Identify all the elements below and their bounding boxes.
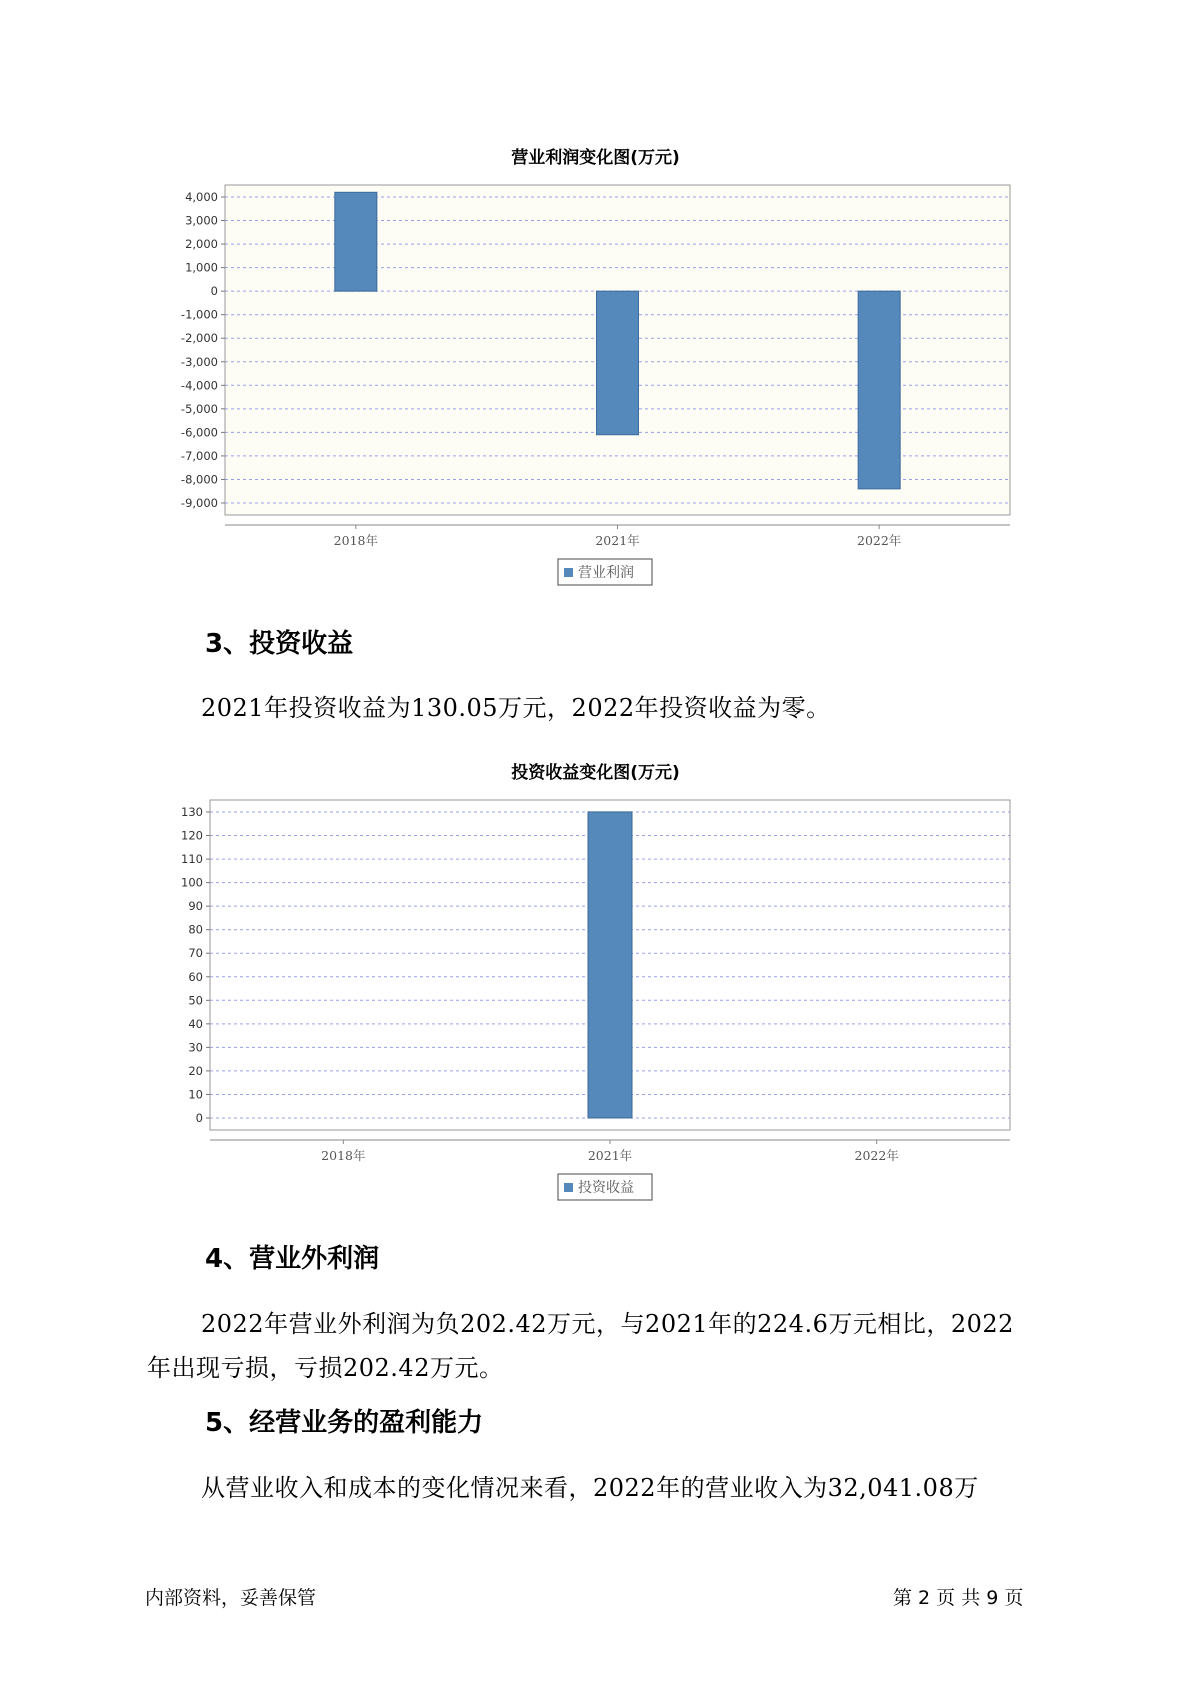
section-4-text-line2: 年出现亏损，亏损202.42万元。 bbox=[147, 1354, 504, 1382]
legend-label: 投资收益 bbox=[578, 1180, 634, 1196]
x-tick-label: 2018年 bbox=[321, 1148, 366, 1163]
bar bbox=[858, 291, 900, 489]
section-5-text: 从营业收入和成本的变化情况来看，2022年的营业收入为32,041.08万 bbox=[201, 1474, 979, 1502]
section-3-heading: 3、投资收益 bbox=[205, 629, 354, 659]
y-tick-label: 4,000 bbox=[185, 190, 218, 204]
y-tick-label: -1,000 bbox=[180, 307, 218, 322]
section-5-heading: 5、经营业务的盈利能力 bbox=[205, 1408, 484, 1438]
y-tick-label: 70 bbox=[188, 946, 203, 961]
y-tick-label: 0 bbox=[210, 284, 218, 299]
y-tick-label: -5,000 bbox=[180, 401, 218, 416]
bar bbox=[588, 812, 632, 1118]
y-tick-label: 2,000 bbox=[185, 237, 218, 252]
y-tick-label: 100 bbox=[181, 875, 203, 890]
y-tick-label: 0 bbox=[195, 1111, 203, 1125]
x-tick-label: 2022年 bbox=[857, 533, 902, 548]
y-tick-label: 110 bbox=[181, 852, 203, 867]
y-tick-label: 20 bbox=[188, 1063, 203, 1078]
y-tick-label: -8,000 bbox=[180, 472, 218, 487]
legend-swatch bbox=[564, 568, 573, 577]
section-3-text: 2021年投资收益为130.05万元，2022年投资收益为零。 bbox=[201, 694, 831, 722]
section-4-heading: 4、营业外利润 bbox=[205, 1244, 380, 1274]
y-tick-label: 40 bbox=[188, 1016, 203, 1031]
y-tick-label: 80 bbox=[188, 922, 203, 937]
y-tick-label: 60 bbox=[188, 969, 203, 984]
operating-profit-chart bbox=[0, 165, 1191, 595]
y-tick-label: 1,000 bbox=[185, 260, 218, 275]
bar bbox=[597, 291, 639, 435]
y-tick-label: 30 bbox=[188, 1040, 203, 1055]
y-tick-label: 3,000 bbox=[185, 213, 218, 228]
x-tick-label: 2018年 bbox=[333, 533, 378, 548]
y-tick-label: -3,000 bbox=[180, 354, 218, 369]
section-4-text-line1: 2022年营业外利润为负202.42万元，与2021年的224.6万元相比，2022 bbox=[201, 1310, 1014, 1338]
y-tick-label: -2,000 bbox=[180, 331, 218, 346]
x-tick-label: 2022年 bbox=[854, 1148, 899, 1163]
investment-income-chart bbox=[0, 780, 1191, 1210]
x-tick-label: 2021年 bbox=[587, 1148, 633, 1163]
y-tick-label: 10 bbox=[188, 1087, 203, 1102]
y-tick-label: 90 bbox=[188, 899, 203, 914]
bar bbox=[335, 192, 377, 291]
x-tick-label: 2021年 bbox=[595, 533, 640, 548]
y-tick-label: -7,000 bbox=[180, 448, 218, 463]
y-tick-label: -9,000 bbox=[180, 496, 218, 510]
y-tick-label: 50 bbox=[188, 993, 203, 1008]
chart1-title: 营业利润变化图(万元) bbox=[511, 148, 680, 168]
legend-label: 营业利润 bbox=[578, 565, 634, 581]
y-tick-label: -4,000 bbox=[180, 378, 218, 393]
y-tick-label: -6,000 bbox=[180, 425, 218, 440]
y-tick-label: 120 bbox=[181, 828, 203, 843]
footer-page-number: 第 2 页 共 9 页 bbox=[893, 1587, 1024, 1609]
legend-swatch bbox=[564, 1183, 573, 1192]
y-tick-label: 130 bbox=[181, 805, 203, 819]
footer-confidential-note: 内部资料，妥善保管 bbox=[145, 1587, 317, 1609]
chart2-title: 投资收益变化图(万元) bbox=[511, 763, 680, 783]
